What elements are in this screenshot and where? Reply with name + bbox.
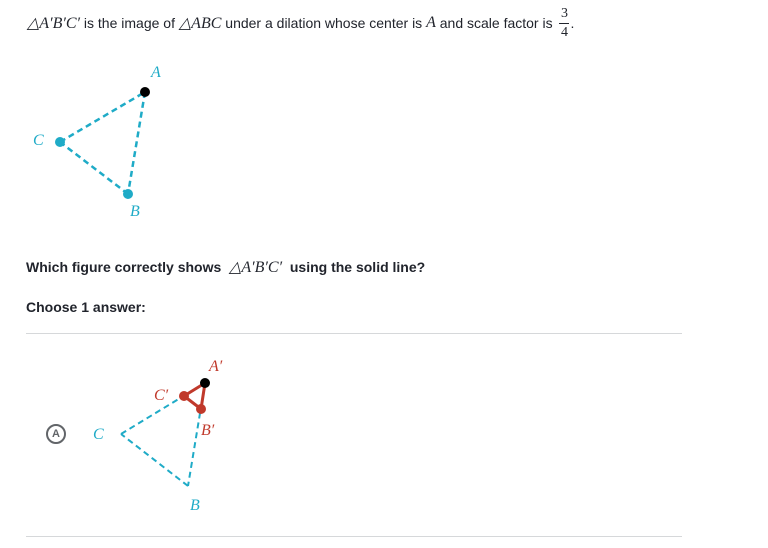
fraction-numerator: 3 [560,5,568,21]
label-b: B [190,497,200,514]
triangle-prime-symbol: △A′B′C′ [27,15,81,32]
point-a-prime [200,378,210,388]
point-a [140,87,150,97]
original-triangle-figure [0,55,200,225]
label-c: C [33,132,44,149]
choice-a-radio[interactable]: A [46,424,66,444]
point-c [55,137,65,147]
label-a: A [151,64,161,81]
dashed-side-bc [121,434,188,486]
side-bc [60,142,128,194]
question-text [26,257,425,277]
point-c-prime [179,391,189,401]
problem-statement [27,6,574,40]
choice-a-figure[interactable] [80,350,280,520]
label-c-prime: C′ [154,387,169,404]
label-a-prime: A′ [209,358,223,375]
choose-label: Choose 1 answer: [26,299,146,315]
question-text-2: using the solid line? [285,259,426,275]
prompt-text-2: under a dilation whose center is [221,15,427,31]
prompt-text-1: is the image of [80,15,179,31]
solid-triangle-prime [179,378,210,414]
prompt-text-3: and scale factor is [435,15,557,31]
fraction-denominator: 4 [560,24,568,40]
prompt-period: . [570,15,575,31]
fraction-bar [559,23,569,24]
question-triangle-symbol: △A′B′C′ [229,259,283,276]
center-symbol: A [426,14,436,31]
side-ca [60,92,145,142]
scale-factor-fraction [559,7,569,40]
label-b: B [130,203,140,220]
side-ab [128,92,145,194]
triangle-abc-symbol: △ABC [178,15,222,32]
point-b-prime [196,404,206,414]
triangle-abc [55,87,150,199]
label-c: C [93,426,104,443]
question-text-1: Which figure correctly shows [26,259,226,275]
point-b [123,189,133,199]
divider-bottom [26,536,682,537]
label-b-prime: B′ [201,422,215,439]
divider-top [26,333,682,334]
